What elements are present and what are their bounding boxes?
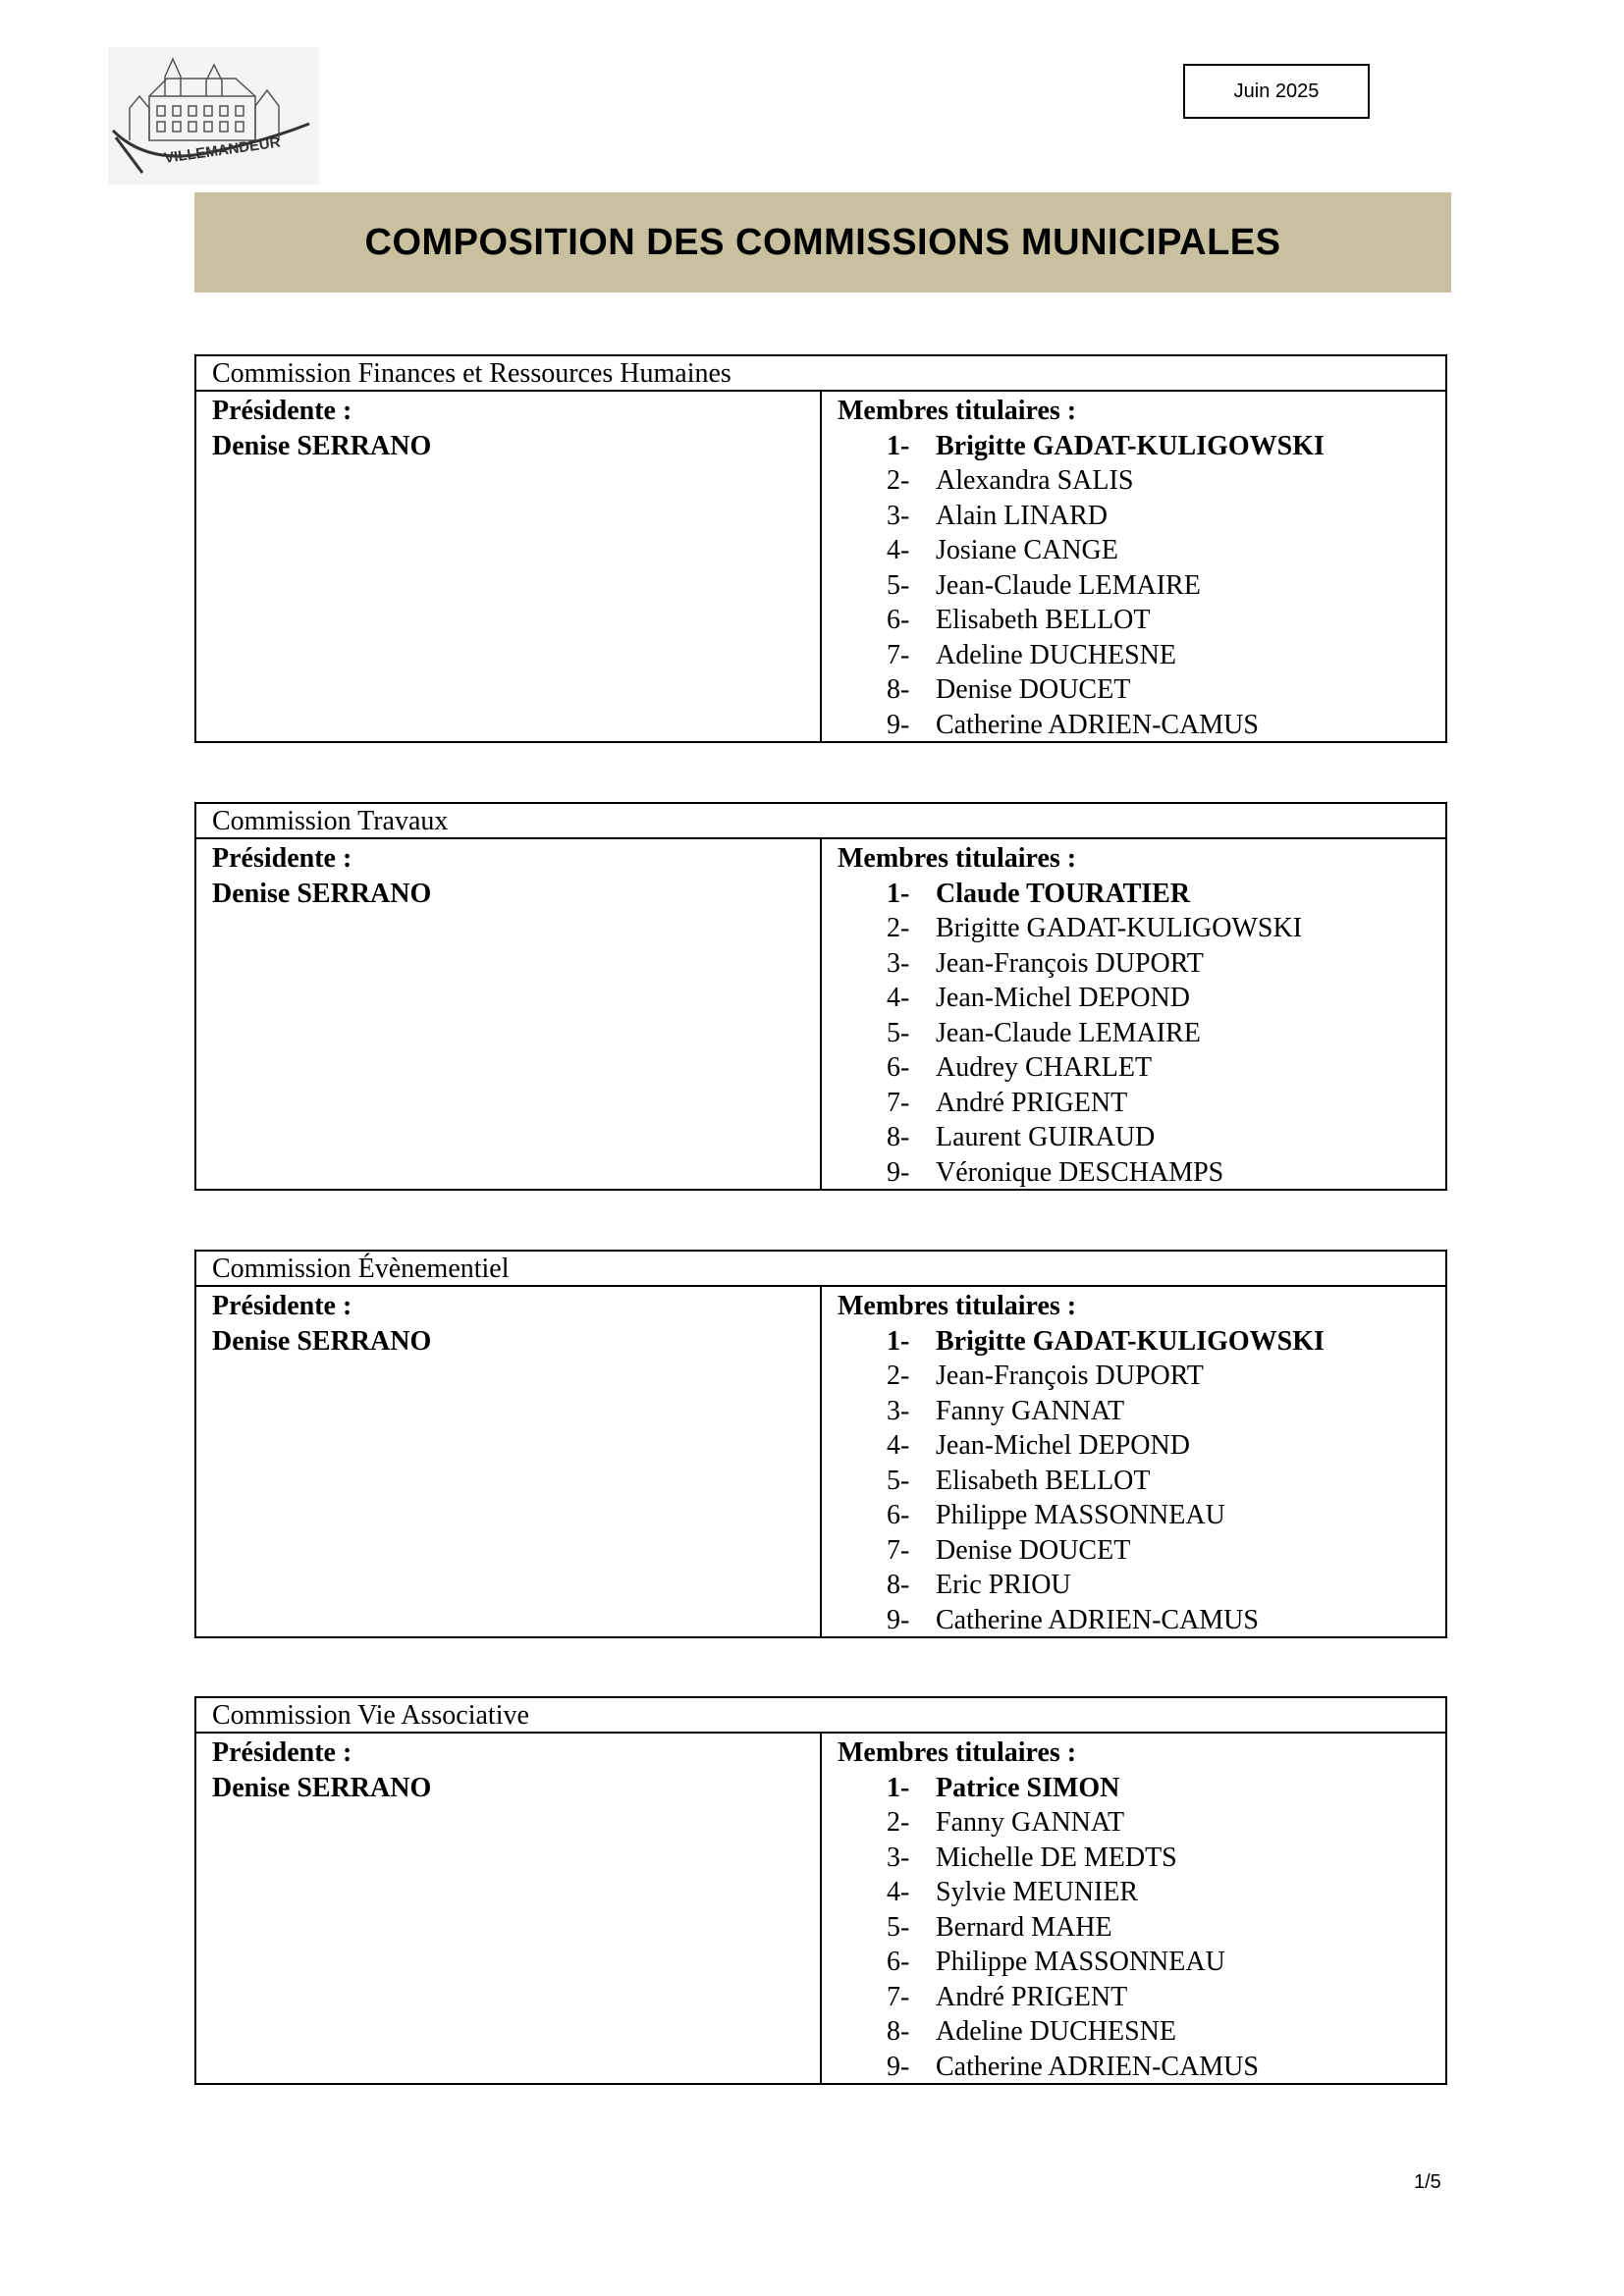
member-item: 1- Brigitte GADAT-KULIGOWSKI xyxy=(887,1325,1325,1357)
member-item: 6- Philippe MASSONNEAU xyxy=(887,1947,1225,1977)
document-date: Juin 2025 xyxy=(1183,64,1370,119)
president-name: Denise SERRANO xyxy=(212,878,432,909)
president-name: Denise SERRANO xyxy=(212,430,432,461)
member-item: 1- Patrice SIMON xyxy=(887,1772,1120,1803)
member-item: 3- Jean-François DUPORT xyxy=(887,947,1204,979)
member-item: 8- Laurent GUIRAUD xyxy=(887,1122,1156,1152)
members-cell xyxy=(822,392,1445,741)
president-cell xyxy=(196,392,822,741)
member-item: 3- Alain LINARD xyxy=(887,500,1108,531)
member-item: 1- Claude TOURATIER xyxy=(887,878,1191,909)
member-item: 7- André PRIGENT xyxy=(887,1087,1128,1118)
member-item: 9- Catherine ADRIEN-CAMUS xyxy=(887,709,1259,740)
member-item: 4- Sylvie MEUNIER xyxy=(887,1877,1139,1907)
commission-name: Commission Évènementiel xyxy=(196,1252,1445,1287)
member-item: 2- Fanny GANNAT xyxy=(887,1807,1125,1838)
members-cell xyxy=(822,1734,1445,2083)
president-label: Présidente : xyxy=(212,843,352,874)
president-label: Présidente : xyxy=(212,1737,352,1768)
member-item: 6- Philippe MASSONNEAU xyxy=(887,1500,1225,1530)
member-item: 4- Jean-Michel DEPOND xyxy=(887,983,1190,1013)
president-name: Denise SERRANO xyxy=(212,1772,432,1803)
member-item: 7- Adeline DUCHESNE xyxy=(887,639,1176,670)
member-item: 8- Denise DOUCET xyxy=(887,674,1131,705)
member-item: 5- Elisabeth BELLOT xyxy=(887,1465,1151,1496)
member-item: 6- Elisabeth BELLOT xyxy=(887,605,1151,635)
member-item: 5- Jean-Claude LEMAIRE xyxy=(887,1017,1201,1048)
commission-name: Commission Finances et Ressources Humaines xyxy=(196,356,1445,392)
commission-name: Commission Travaux xyxy=(196,804,1445,839)
commission-name: Commission Vie Associative xyxy=(196,1698,1445,1734)
castle-logo-icon xyxy=(108,47,319,185)
villemandeur-logo xyxy=(108,47,319,185)
member-item: 1- Brigitte GADAT-KULIGOWSKI xyxy=(887,430,1325,461)
member-item: 9- Véronique DESCHAMPS xyxy=(887,1156,1224,1188)
title-banner xyxy=(194,192,1451,293)
member-item: 4- Josiane CANGE xyxy=(887,535,1118,565)
members-label: Membres titulaires : xyxy=(838,1291,1077,1321)
commission-evenementiel-table xyxy=(194,1250,1447,1638)
member-item: 8- Adeline DUCHESNE xyxy=(887,2016,1176,2047)
page-number: 1/5 xyxy=(1414,2171,1441,2193)
president-cell xyxy=(196,839,822,1189)
svg-text:VILLEMANDEUR: VILLEMANDEUR xyxy=(163,133,282,167)
member-item: 5- Jean-Claude LEMAIRE xyxy=(887,569,1201,601)
member-item: 2- Brigitte GADAT-KULIGOWSKI xyxy=(887,913,1303,943)
members-label: Membres titulaires : xyxy=(838,1737,1077,1768)
members-label: Membres titulaires : xyxy=(838,396,1077,426)
member-item: 9- Catherine ADRIEN-CAMUS xyxy=(887,1604,1259,1635)
member-item: 4- Jean-Michel DEPOND xyxy=(887,1430,1190,1461)
member-item: 2- Jean-François DUPORT xyxy=(887,1361,1204,1391)
member-item: 7- Denise DOUCET xyxy=(887,1534,1131,1566)
member-item: 8- Eric PRIOU xyxy=(887,1570,1071,1600)
commission-finances-table xyxy=(194,354,1447,743)
member-item: 2- Alexandra SALIS xyxy=(887,465,1134,496)
member-item: 9- Catherine ADRIEN-CAMUS xyxy=(887,2051,1259,2082)
page-title: COMPOSITION DES COMMISSIONS MUNICIPALES xyxy=(364,221,1281,263)
members-label: Membres titulaires : xyxy=(838,843,1077,874)
member-item: 7- André PRIGENT xyxy=(887,1981,1128,2012)
president-label: Présidente : xyxy=(212,1291,352,1321)
member-item: 3- Fanny GANNAT xyxy=(887,1395,1125,1426)
commission-vie-associative-table xyxy=(194,1696,1447,2085)
member-item: 5- Bernard MAHE xyxy=(887,1911,1112,1943)
president-label: Présidente : xyxy=(212,396,352,426)
commission-travaux-table xyxy=(194,802,1447,1191)
president-cell xyxy=(196,1734,822,2083)
members-cell xyxy=(822,839,1445,1189)
member-item: 3- Michelle DE MEDTS xyxy=(887,1842,1177,1873)
president-cell xyxy=(196,1287,822,1636)
member-item: 6- Audrey CHARLET xyxy=(887,1052,1153,1083)
president-name: Denise SERRANO xyxy=(212,1325,432,1357)
members-cell xyxy=(822,1287,1445,1636)
